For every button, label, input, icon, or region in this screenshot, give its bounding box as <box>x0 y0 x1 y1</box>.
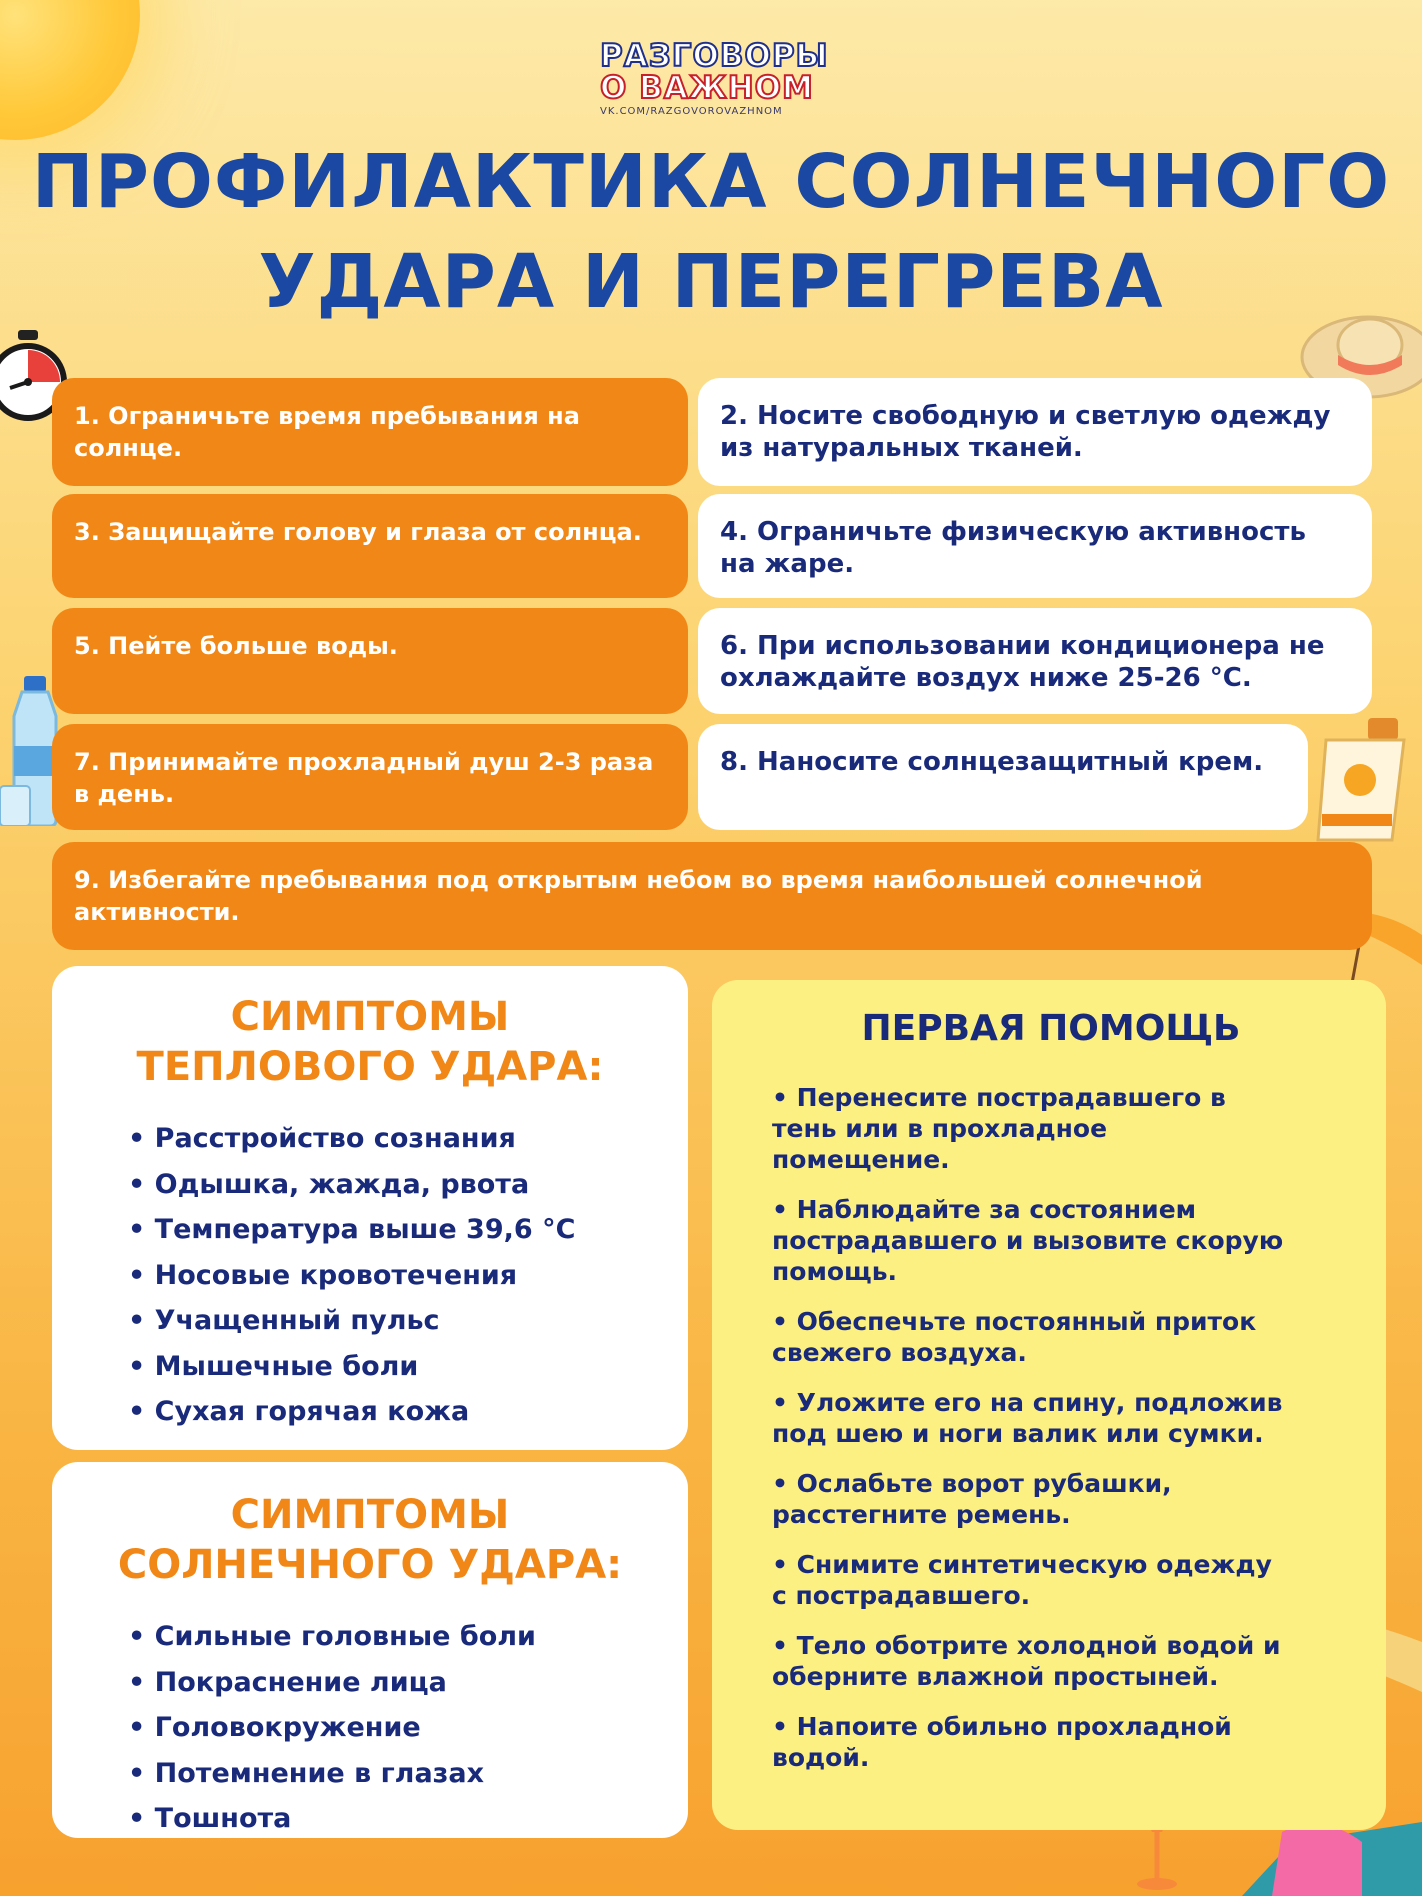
tip-text: 1. Ограничьте время пребывания на солнце. <box>74 402 580 462</box>
tip-card-8 <box>698 724 1308 830</box>
tip-card-2 <box>698 378 1372 486</box>
list-item: • Сильные головные боли <box>128 1621 536 1652</box>
sunscreen-tube-icon <box>1308 718 1408 843</box>
list-item: • Температура выше 39,6 °С <box>128 1214 576 1245</box>
logo-line-1: РАЗГОВОРЫ <box>600 38 829 74</box>
tip-card-3 <box>52 494 688 598</box>
list-item: • Тело оботрите холодной водой и оберните влажной простыней. <box>772 1631 1281 1691</box>
tip-card-4 <box>698 494 1372 598</box>
tip-text: 9. Избегайте пребывания под открытым небом во время наибольшей солнечной активности. <box>74 866 1203 926</box>
tip-card-1 <box>52 378 688 486</box>
list-item: • Носовые кровотечения <box>128 1259 518 1291</box>
tip-card-7 <box>52 724 688 830</box>
logo-url: VK.COM/RAZGOVOROVAZHNOM <box>600 106 783 117</box>
list-item: • Наблюдайте за состоянием пострадавшего и вызовите скорую помощь. <box>772 1195 1284 1286</box>
heat-stroke-symptom-list <box>128 1116 688 1435</box>
list-item: • Головокружение <box>128 1712 421 1743</box>
heat-stroke-panel <box>52 966 688 1450</box>
list-item: • Учащенный пульс <box>128 1305 440 1336</box>
list-item: • Тошнота <box>128 1803 292 1834</box>
list-item: • Потемнение в глазах <box>128 1757 484 1789</box>
page-title <box>20 132 1402 332</box>
list-item: • Перенесите пострадавшего в тень или в прохладное помещение. <box>772 1083 1226 1174</box>
tip-card-5 <box>52 608 688 714</box>
sun-decoration <box>0 0 140 140</box>
list-item: • Снимите синтетическую одежду с пострадавшего. <box>772 1550 1272 1610</box>
tip-text: 6. При использовании кондиционера не охлаждайте воздух ниже 25-26 °С. <box>720 631 1325 693</box>
tip-text: 8. Наносите солнцезащитный крем. <box>720 747 1264 777</box>
tip-text: 7. Принимайте прохладный душ 2-3 раза в день. <box>74 748 654 808</box>
tip-text: 4. Ограничьте физическую активность на жаре. <box>720 517 1306 579</box>
tip-card-9 <box>52 842 1372 950</box>
list-item: • Одышка, жажда, рвота <box>128 1168 530 1200</box>
first-aid-list <box>772 1082 1292 1773</box>
first-aid-title: ПЕРВАЯ ПОМОЩЬ <box>861 1008 1241 1049</box>
list-item: • Обеспечьте постоянный приток свежего воздуха. <box>772 1307 1257 1367</box>
title-line-1: ПРОФИЛАКТИКА СОЛНЕЧНОГО <box>31 139 1391 225</box>
list-item: • Напоите обильно прохладной водой. <box>772 1712 1232 1772</box>
sun-stroke-panel <box>52 1462 688 1838</box>
first-aid-panel <box>712 980 1386 1830</box>
list-item: • Мышечные боли <box>128 1350 419 1382</box>
list-item: • Покраснение лица <box>128 1666 447 1698</box>
sun-stroke-symptom-list <box>128 1614 688 1842</box>
list-item: • Расстройство сознания <box>128 1123 516 1154</box>
tip-text: 2. Носите свободную и светлую одежду из натуральных тканей. <box>720 401 1331 463</box>
tip-text: 3. Защищайте голову и глаза от солнца. <box>74 518 642 546</box>
title-line-2: УДАРА И ПЕРЕГРЕВА <box>258 239 1164 325</box>
heat-stroke-title: СИМПТОМЫ ТЕПЛОВОГО УДАРА: <box>136 994 604 1090</box>
list-item: • Сухая горячая кожа <box>128 1396 470 1427</box>
tip-text: 5. Пейте больше воды. <box>74 632 398 660</box>
list-item: • Ослабьте ворот рубашки, расстегните ремень. <box>772 1469 1172 1529</box>
logo-line-2: О ВАЖНОМ <box>600 70 814 106</box>
brand-logo <box>600 40 830 117</box>
list-item: • Уложите его на спину, подложив под шею и ноги валик или сумки. <box>772 1388 1283 1448</box>
tip-card-6 <box>698 608 1372 714</box>
sun-stroke-title: СИМПТОМЫ СОЛНЕЧНОГО УДАРА: <box>117 1492 623 1588</box>
